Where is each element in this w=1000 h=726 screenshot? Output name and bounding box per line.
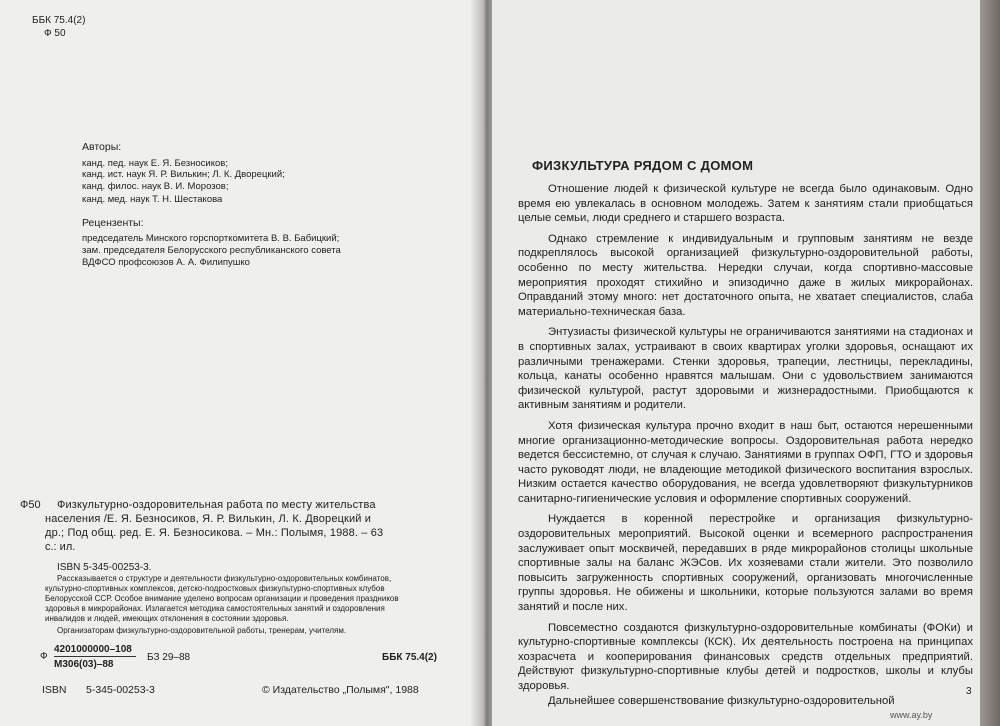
catalog-line: Физкультурно-оздоровительная работа по месту жительства (57, 499, 376, 511)
reviewer-line: ВДФСО профсоюзов А. А. Филипушко (82, 257, 250, 268)
annotation-line: инвалидов и людей, имеющих отклонения в состоянии здоровья. (45, 614, 289, 623)
authors-heading: Авторы: (82, 141, 122, 153)
author-line: канд. ист. наук Я. Р. Вилькин; Л. К. Дворецкий; (82, 169, 285, 180)
classification-bottom: М306(03)–88 (54, 659, 114, 670)
background-edge (980, 0, 1000, 726)
paragraph: Хотя физическая культура прочно входит в наш быт, остаются нерешенными многие организационно-методические вопросы. Оздоровительная работа нередко ведется бессистемно, от случая к случаю. Занятиями в группах ОФП, ГТО и здоровья часто руководят люди, не владеющие методикой физического воспитания взрослых. Низким остается качество оборудования, не всегда удовлетворяют физкультурников санитарно-гигиенические условия и оформление спортивных сооружений. (518, 419, 973, 505)
copyright: © Издательство „Полымя", 1988 (262, 684, 419, 696)
page-number: 3 (966, 686, 972, 697)
catalog-code: Ф50 (20, 499, 41, 511)
annotation-line: здоровья в микрорайонах. Излагается методика самостоятельных занятий и оздоровления (45, 604, 385, 613)
annotation-line: Рассказывается о структуре и деятельности физкультурно-оздоровительных комбинатов, (57, 574, 392, 583)
catalog-line: населения /Е. Я. Безносиков, Я. Р. Вилькин, Л. К. Дворецкий и (45, 513, 372, 525)
paragraph: Дальнейшее совершенствование физкультурно-оздоровительной (548, 694, 895, 707)
article-body (518, 182, 973, 708)
bbk-top: ББК 75.4(2) (32, 15, 86, 26)
annotation-line: Белорусской ССР. Особое внимание уделено вопросам организации и проведения праздников (45, 594, 399, 603)
classification-top: 4201000000–108 (54, 644, 132, 655)
paragraph: Повсеместно создаются физкультурно-оздоровительные комбинаты (ФОКи) и культурно-спортивные комплексы (КСК). Их деятельность построена на принципах хозрасчета и кооперирования финансовых средств отдельных предприятий. Действуют физкультурно-спортивные клубы детей и подростков, школы и клубы здоровья. (518, 621, 973, 692)
classification-prefix: Ф (40, 651, 48, 662)
code-top: Ф 50 (44, 28, 66, 39)
annotation-line: Организаторам физкультурно-оздоровительной работы, тренерам, учителям. (57, 626, 347, 635)
paragraph: Нуждается в коренной перестройке и организация физкультурно-оздоровительных мероприятий. Высокой оценки и всемерного распространения заслуживает опыт москвичей, передавших в ряде микрорайонов столицы школьные спортивные залы на баланс ЖЭСов. Их хозяевами стали жители. Это позволило повысить загруженность спортивных сооружений, организовать многочисленные группы здоровья. Не обижены и школьники, которые пользуются залами во время занятий и после них. (518, 513, 973, 614)
catalog-line: др.; Под общ. ред. Е. Я. Безносикова. – Мн.: Полымя, 1988. – 63 (45, 527, 384, 539)
reviewers-heading: Рецензенты: (82, 217, 144, 229)
isbn-bottom-value: 5-345-00253-3 (86, 684, 155, 696)
reviewer-line: зам. председателя Белорусского республиканского совета (82, 245, 341, 256)
isbn-line: ISBN 5-345-00253-3. (57, 562, 152, 573)
bbk-bottom: ББК 75.4(2) (382, 652, 437, 663)
author-line: канд. мед. наук Т. Н. Шестакова (82, 194, 223, 205)
paragraph: Энтузиасты физической культуры не ограничиваются занятиями на стадионах и в спортивных залах, устраивают в своих квартирах уголки здоровья, оснащают их различными тренажерами. Стенки здоровья, трапеции, лестницы, перекладины, кольца, канаты особенно нравятся малышам. Они с удовольствием занимаются физической культурой, растут здоровыми и жизнерадостными. Приобщаются к активным занятиям и родители. (518, 326, 973, 412)
watermark: www.ay.by (890, 710, 933, 720)
author-line: канд. филос. наук В. И. Морозов; (82, 181, 229, 192)
page-title: ФИЗКУЛЬТУРА РЯДОМ С ДОМОМ (532, 158, 754, 173)
catalog-line: с.: ил. (45, 541, 76, 553)
paragraph: Отношение людей к физической культуре не всегда было одинаковым. Одно время ею увлекалась в основном молодежь. Затем к занятиям стали приобщаться целые семьи, люди среднего и старшего возраста. (518, 183, 973, 225)
fraction-line (54, 656, 136, 657)
author-line: канд. пед. наук Е. Я. Безносиков; (82, 158, 228, 169)
reviewer-line: председатель Минского горспорткомитета В. В. Бабицкий; (82, 233, 340, 244)
bz-code: БЗ 29–88 (147, 652, 191, 663)
paragraph: Однако стремление к индивидуальным и групповым занятиям не везде подкреплялось высокой организацией физкультурно-оздоровительной работы, особенно по месту жительства. Нередки случаи, когда спортивно-массовые мероприятия проходят стихийно и эпизодично даже в жилых микрорайонах. Оправданий этому много: нет достаточного опыта, не хватает специалистов, слаба материально-техническая база. (518, 232, 973, 318)
annotation-line: культурно-спортивных комплексов, детско-подростковых физкультурно-спортивных клубов (45, 584, 385, 593)
isbn-bottom-label: ISBN (42, 684, 67, 696)
